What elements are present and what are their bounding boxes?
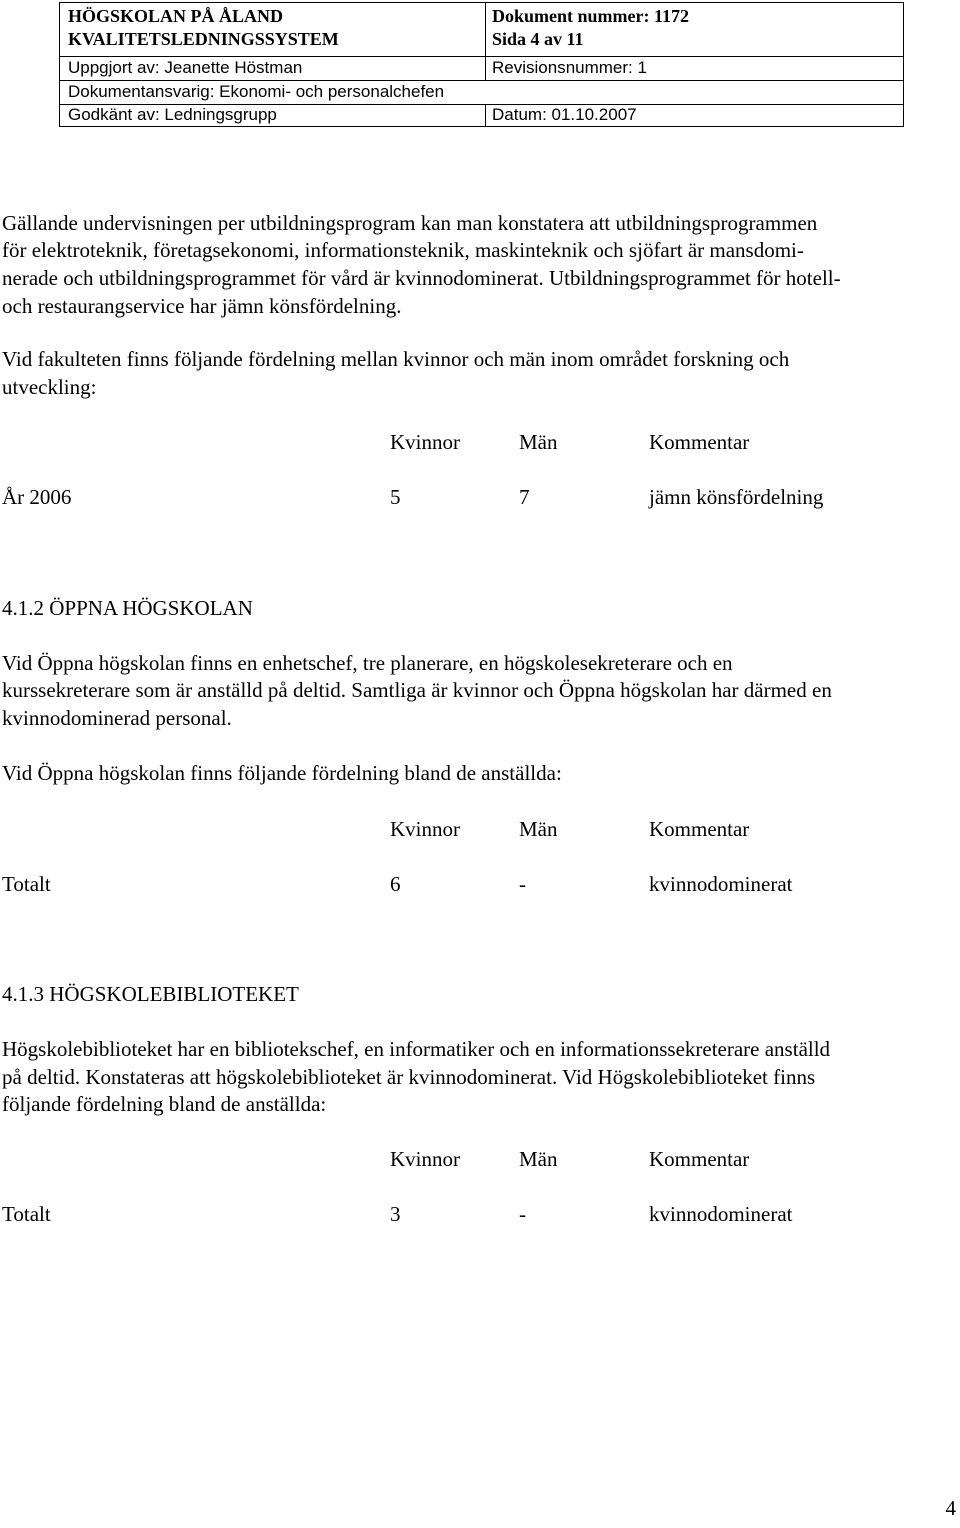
comment: kvinnodominerat	[649, 872, 793, 896]
header-divider	[485, 3, 486, 80]
page-count: Sida 4 av 11	[492, 29, 584, 49]
column-header-women: Kvinnor	[390, 430, 460, 454]
paragraph-4: Vid Öppna högskolan finns följande fördelning bland de anställda:	[2, 761, 562, 785]
revision-number: Revisionsnummer: 1	[492, 58, 647, 77]
women-count: 5	[390, 485, 401, 509]
men-count: -	[519, 872, 526, 896]
women-count: 3	[390, 1202, 401, 1226]
header-row-responsible	[60, 80, 903, 105]
approved-by: Godkänt av: Ledningsgrupp	[68, 105, 277, 124]
row-label: Totalt	[2, 1202, 51, 1226]
row-label: Totalt	[2, 872, 51, 896]
header-row-approved	[60, 104, 903, 126]
column-header-comment: Kommentar	[649, 817, 750, 841]
column-header-men: Män	[519, 1147, 558, 1171]
system-name: KVALITETSLEDNINGSSYSTEM	[68, 29, 339, 49]
men-count: -	[519, 1202, 526, 1226]
document-number: Dokument nummer: 1172	[492, 6, 689, 26]
comment: kvinnodominerat	[649, 1202, 793, 1226]
column-header-women: Kvinnor	[390, 1147, 460, 1171]
prepared-by: Uppgjort av: Jeanette Höstman	[68, 58, 303, 77]
paragraph-5-line-2: på deltid. Konstateras att högskolebiblioteket är kvinnodominerat. Vid Högskolebiblioteket finns	[2, 1065, 816, 1089]
section-heading-open-university: 4.1.2 ÖPPNA HÖGSKOLAN	[2, 596, 253, 620]
paragraph-1-line-3: nerade och utbildningsprogrammet för vård är kvinnodominerat. Utbildningsprogrammet för hotell-	[2, 266, 841, 290]
institution-name: HÖGSKOLAN PÅ ÅLAND	[68, 6, 284, 26]
women-count: 6	[390, 872, 401, 896]
row-label: År 2006	[2, 485, 72, 509]
paragraph-5-line-1: Högskolebiblioteket har en bibliotekschef, en informatiker och en informationssekreterare anställd	[2, 1037, 831, 1061]
column-header-comment: Kommentar	[649, 1147, 750, 1171]
paragraph-3-line-1: Vid Öppna högskolan finns en enhetschef, tre planerare, en högskolesekreterare och en	[2, 651, 733, 675]
paragraph-3-line-2: kurssekreterare som är anställd på deltid. Samtliga är kvinnor och Öppna högskolan har därmed en	[2, 678, 832, 702]
paragraph-2-line-2: utveckling:	[2, 375, 97, 399]
paragraph-5-line-3: följande fördelning bland de anställda:	[2, 1092, 327, 1116]
header-divider-bottom	[485, 104, 486, 126]
section-heading-library: 4.1.3 HÖGSKOLEBIBLIOTEKET	[2, 982, 299, 1006]
document-header	[59, 2, 904, 127]
column-header-comment: Kommentar	[649, 430, 750, 454]
paragraph-1-line-4: och restaurangservice har jämn könsfördelning.	[2, 294, 402, 318]
comment: jämn könsfördelning	[649, 485, 824, 509]
paragraph-1-line-1: Gällande undervisningen per utbildningsprogram kan man konstatera att utbildningsprogrammen	[2, 211, 818, 235]
paragraph-3-line-3: kvinnodominerad personal.	[2, 706, 232, 730]
column-header-men: Män	[519, 817, 558, 841]
paragraph-1-line-2: för elektroteknik, företagsekonomi, informationsteknik, maskinteknik och sjöfart är mansdomi-	[2, 238, 804, 262]
column-header-women: Kvinnor	[390, 817, 460, 841]
document-responsible: Dokumentansvarig: Ekonomi- och personalchefen	[68, 82, 445, 101]
document-date: Datum: 01.10.2007	[492, 105, 637, 124]
header-row-title	[60, 3, 903, 57]
page-number: 4	[945, 1496, 956, 1520]
column-header-men: Män	[519, 430, 558, 454]
men-count: 7	[519, 485, 530, 509]
header-row-prepared	[60, 56, 903, 81]
paragraph-2-line-1: Vid fakulteten finns följande fördelning mellan kvinnor och män inom området forskning och	[2, 347, 790, 371]
